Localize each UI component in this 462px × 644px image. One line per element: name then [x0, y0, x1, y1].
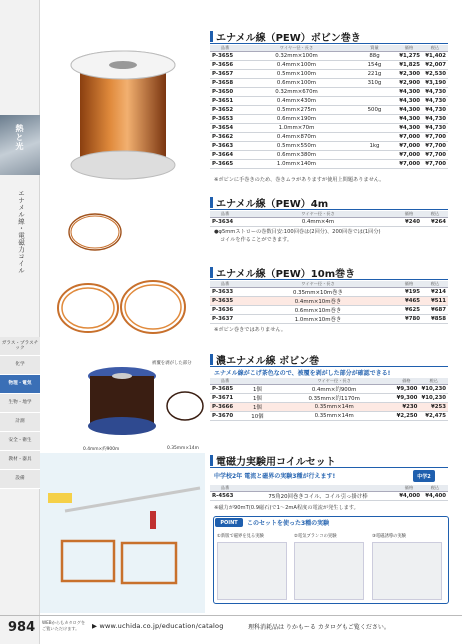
sidebar-categories: [0, 337, 40, 489]
sidebar-item-equipment[interactable]: 設備: [0, 470, 40, 489]
spec-table-dark-enamel: [210, 378, 448, 421]
sidebar-item-physics[interactable]: 物理・電気: [0, 375, 40, 394]
table-row: [210, 315, 448, 324]
table-cell: 75角20回巻きコイル、コイル引っ掛け棒: [240, 492, 396, 501]
table-cell: 0.35mm×10m巻き: [240, 288, 396, 297]
spec-table-coil-set: [210, 485, 448, 501]
table-cell: [353, 88, 396, 97]
table-cell: 10個: [240, 412, 275, 421]
sidebar-item-biology[interactable]: 生物・地学: [0, 394, 40, 413]
sidebar-vertical-title: エナメル線・電磁力コイル: [17, 190, 25, 274]
table-cell: 0.6mm×100m: [240, 79, 353, 88]
table-cell: ¥858: [422, 315, 448, 324]
table-cell: 0.5mm×275m: [240, 106, 353, 115]
table-cell: 0.32mm×100m: [240, 52, 353, 61]
section-title-pew-4m: [210, 195, 328, 209]
experiment-caption: ③電磁誘導の実験: [372, 534, 406, 539]
table-cell: [353, 115, 396, 124]
section-title-text: エナメル線（PEW）4m: [216, 198, 329, 210]
table-cell: ¥7,700: [422, 151, 448, 160]
table-row: [210, 160, 448, 169]
table-cell: ¥780: [396, 315, 422, 324]
grade-badge: 中学2: [413, 470, 435, 482]
section-rule: [210, 209, 448, 210]
section-note: ●φ5mmストローの巻数目安:100回巻は(2回分)、200回巻では(1回分): [214, 229, 381, 235]
table-cell: 0.4mm×10m巻き: [240, 297, 396, 306]
product-code-cell: P-3662: [210, 133, 240, 142]
table-cell: ¥4,000: [396, 492, 422, 501]
table-row: [210, 412, 448, 421]
experiment-image: [372, 542, 442, 600]
footer-web-note: [42, 620, 85, 631]
table-cell: 500g: [353, 106, 396, 115]
section-title-text: エナメル線（PEW）10m巻き: [216, 268, 356, 280]
spec-table-pew-10m: [210, 281, 448, 324]
table-cell: 1個: [240, 385, 275, 394]
table-row: [210, 297, 448, 306]
product-code-cell: P-3663: [210, 142, 240, 151]
promo-text: 中学校2年 電流と磁界の実験3種が行えます!: [214, 473, 336, 480]
table-row: [210, 288, 448, 297]
table-cell: [353, 124, 396, 133]
table-row: [210, 97, 448, 106]
table-cell: ¥264: [422, 218, 448, 227]
section-rule: [210, 279, 448, 280]
section-title-pew-10m: [210, 265, 355, 279]
product-code-cell: P-3636: [210, 306, 240, 315]
sidebar-item-measure[interactable]: 計測: [0, 413, 40, 432]
product-code-cell: P-3665: [210, 160, 240, 169]
point-tag: POINT: [215, 518, 243, 527]
table-cell: ¥625: [396, 306, 422, 315]
table-cell: ¥7,000: [396, 160, 422, 169]
product-code-cell: P-3664: [210, 151, 240, 160]
table-cell: ¥4,400: [422, 492, 448, 501]
table-row: [210, 133, 448, 142]
table-cell: ¥7,700: [422, 133, 448, 142]
table-row: [210, 218, 448, 227]
coil-set-image: [40, 453, 205, 613]
table-cell: ¥9,300: [393, 394, 419, 403]
column-header: 税込: [422, 281, 448, 288]
column-header: 価格: [396, 45, 422, 52]
table-cell: ¥10,230: [421, 395, 446, 401]
column-header: ワイヤー径・長さ: [240, 45, 353, 52]
sidebar-item-safety[interactable]: 安全・衛生: [0, 432, 40, 451]
column-header: 価格: [396, 281, 422, 288]
table-cell: ¥214: [422, 288, 448, 297]
table-row: [210, 115, 448, 124]
dark-coil-label: 0.35mm×14m: [167, 446, 199, 451]
table-cell: 0.4mm×100m: [240, 61, 353, 70]
product-code-cell: P-3670: [210, 412, 240, 421]
experiment-caption: ②電気ブランコの実験: [294, 534, 337, 539]
column-header: 価格: [396, 485, 422, 492]
table-row: [210, 88, 448, 97]
table-cell: ¥2,007: [422, 61, 448, 70]
table-cell: 1個: [240, 394, 275, 403]
table-cell: [353, 160, 396, 169]
product-code-cell: P-3666: [210, 403, 240, 412]
dark-enamel-spool-image: [80, 358, 210, 443]
product-code-cell: P-3634: [210, 218, 240, 227]
product-code-cell: P-3685: [210, 385, 240, 394]
table-cell: 0.6mm×190m: [240, 115, 353, 124]
column-header: 品番: [210, 281, 240, 288]
table-cell: 0.5mm×100m: [240, 70, 353, 79]
table-cell: ¥4,300: [396, 97, 422, 106]
table-cell: ¥4,730: [422, 115, 448, 124]
table-cell: 310g: [353, 79, 396, 88]
table-cell: ¥253: [419, 403, 448, 412]
table-cell: ¥4,730: [422, 106, 448, 115]
column-header: 質量: [353, 45, 396, 52]
table-cell: ¥3,190: [422, 79, 448, 88]
page-number: 984: [8, 620, 36, 635]
table-cell: ¥687: [422, 306, 448, 315]
table-cell: ¥511: [422, 297, 448, 306]
column-header: ワイヤー径・長さ: [275, 378, 394, 385]
product-code-cell: P-3655: [210, 52, 240, 61]
table-cell: ¥4,730: [422, 124, 448, 133]
table-cell: ¥4,300: [396, 88, 422, 97]
product-code-cell: P-3657: [210, 70, 240, 79]
experiment-caption: ①新版で磁界を見る実験: [217, 534, 264, 539]
footer-url-link[interactable]: ▶ www.uchida.co.jp/education/catalog: [92, 622, 224, 630]
section-rule: [210, 467, 448, 468]
table-row: [210, 385, 448, 394]
table-cell: ¥4,730: [422, 97, 448, 106]
column-header: ワイヤー径・長さ: [240, 281, 396, 288]
table-cell: ¥1,275: [396, 52, 422, 61]
table-cell: ¥465: [396, 297, 422, 306]
table-cell: 0.4mm×430m: [240, 97, 353, 106]
table-row: [210, 79, 448, 88]
table-cell: 1.0mm×140m: [240, 160, 353, 169]
enamel-wire-spool-image: [58, 40, 188, 190]
column-header: 税込: [422, 211, 448, 218]
table-row: [210, 124, 448, 133]
column-header: 税込: [419, 378, 448, 385]
promo-text: エナメル線がこげ茶色なので、被覆を剥がした部分が確認できる!: [214, 370, 391, 377]
table-cell: ¥4,730: [422, 88, 448, 97]
table-cell: ¥7,000: [396, 151, 422, 160]
product-code-cell: P-3671: [210, 394, 240, 403]
section-rule: [210, 366, 448, 367]
table-cell: [353, 151, 396, 160]
section-note: コイルを作ることができます。: [220, 237, 293, 243]
table-cell: ¥195: [396, 288, 422, 297]
product-code-cell: P-3633: [210, 288, 240, 297]
section-title-text: エナメル線（PEW）ボビン巻き: [216, 32, 361, 44]
product-code-cell: P-3650: [210, 88, 240, 97]
sidebar-photo-label: 熱と光: [15, 124, 24, 151]
table-cell: 0.4mm×870m: [240, 133, 353, 142]
table-cell: ¥2,250: [393, 412, 419, 421]
product-code-cell: P-3656: [210, 61, 240, 70]
column-header: 価格: [396, 211, 422, 218]
table-cell: 0.6mm×10m巻き: [240, 306, 396, 315]
product-code-cell: P-3637: [210, 315, 240, 324]
table-cell: [353, 133, 396, 142]
table-row: [210, 61, 448, 70]
table-cell: ¥4,300: [396, 106, 422, 115]
table-cell: ¥1,402: [422, 52, 448, 61]
section-note: ※ボビン巻きではありません。: [214, 327, 287, 333]
table-cell: 154g: [353, 61, 396, 70]
table-cell: 0.35mm×約1170m: [275, 394, 394, 403]
table-cell: 0.6mm×380m: [240, 151, 353, 160]
table-cell: 88g: [353, 52, 396, 61]
table-cell: 1kg: [353, 142, 396, 151]
table-cell: 1.0mm×10m巻き: [240, 315, 396, 324]
section-title-text: 濃エナメル線 ボビン巻: [216, 355, 320, 367]
spec-table-pew-bobbin: [210, 45, 448, 169]
table-cell: 221g: [353, 70, 396, 79]
column-header: 品番: [210, 378, 240, 385]
sidebar-item-chemistry[interactable]: 化学: [0, 356, 40, 375]
column-header: 品番: [210, 485, 240, 492]
section-rule: [210, 43, 448, 44]
table-cell: 0.4mm×約900m: [275, 385, 394, 394]
point-title: このセットを使った3種の実験: [247, 520, 330, 527]
sidebar-item-glass[interactable]: ガラス・プラスチック: [0, 337, 40, 356]
table-cell: ¥240: [396, 218, 422, 227]
footer-web-note-line: ご覧いただけます。: [42, 625, 80, 631]
table-cell: ¥9,300: [393, 385, 419, 394]
table-row: [210, 52, 448, 61]
table-cell: [353, 97, 396, 106]
sidebar-item-tools[interactable]: 教材・器具: [0, 451, 40, 470]
table-row: [210, 106, 448, 115]
product-code-cell: P-3653: [210, 115, 240, 124]
section-title-pew-bobbin: [210, 29, 361, 43]
product-code-cell: P-3654: [210, 124, 240, 133]
product-code-cell: P-3635: [210, 297, 240, 306]
section-title-text: 電磁力実験用コイルセット: [216, 456, 336, 468]
table-cell: ¥1,825: [396, 61, 422, 70]
section-title-dark-enamel: [210, 352, 319, 366]
enamel-wire-10m-image: [48, 275, 193, 340]
column-header: 税込: [422, 485, 448, 492]
table-cell: ¥7,000: [396, 133, 422, 142]
footer-web-note-line: WEBからもカタログを: [42, 620, 86, 625]
table-cell: 1個: [240, 403, 275, 412]
table-cell: ¥4,300: [396, 124, 422, 133]
table-row: [210, 492, 448, 501]
section-title-coil-set: [210, 453, 336, 467]
table-row: [210, 394, 448, 403]
column-header: 品番: [210, 45, 240, 52]
product-code-cell: P-3652: [210, 106, 240, 115]
table-row: [210, 306, 448, 315]
table-cell: 0.32mm×670m: [240, 88, 353, 97]
table-cell: 0.5mm×550m: [240, 142, 353, 151]
table-cell: ¥7,700: [422, 160, 448, 169]
table-cell: 0.35mm×14m: [275, 412, 394, 421]
table-cell: ¥2,300: [396, 70, 422, 79]
table-cell: 0.35mm×14m: [275, 403, 394, 412]
table-cell: ¥7,700: [422, 142, 448, 151]
footer-divider: [0, 615, 462, 616]
table-row: [210, 403, 448, 412]
spec-table-pew-4m: [210, 211, 448, 227]
table-cell: ¥230: [393, 403, 419, 412]
table-cell: 1.0mm×70m: [240, 124, 353, 133]
table-cell: ¥10,230: [421, 386, 446, 392]
table-row: [210, 142, 448, 151]
experiment-image: [217, 542, 287, 600]
table-row: [210, 70, 448, 79]
dark-spool-label: 0.4mm×約900m: [83, 447, 120, 452]
table-row: [210, 151, 448, 160]
section-note: ※ボビンに手巻きのため、巻きムラがありますが使用上問題ありません。: [214, 177, 385, 183]
table-cell: ¥4,300: [396, 115, 422, 124]
table-cell: 0.4mm×4m: [240, 218, 396, 227]
product-code-cell: R-4563: [210, 492, 240, 501]
experiment-image: [294, 542, 364, 600]
column-header: 税込: [422, 45, 448, 52]
enamel-wire-4m-image: [60, 207, 130, 257]
product-code-cell: P-3658: [210, 79, 240, 88]
table-cell: ¥2,900: [396, 79, 422, 88]
table-cell: ¥2,475: [419, 412, 448, 421]
column-header: 品番: [210, 211, 240, 218]
footer-catalog-note: 理科消耗品は りかもーる カタログもご覧ください。: [248, 624, 390, 631]
column-header: 価格: [393, 378, 419, 385]
table-cell: ¥2,530: [422, 70, 448, 79]
stripped-part-callout: 被覆を剥がした部分: [152, 361, 192, 366]
product-code-cell: P-3651: [210, 97, 240, 106]
section-note: ※磁力が90mT(0.9磁石)で1〜2mA程度の電流が発生します。: [214, 505, 359, 511]
table-cell: ¥7,000: [396, 142, 422, 151]
column-header: ワイヤー径・長さ: [240, 211, 396, 218]
sidebar: [0, 0, 40, 644]
